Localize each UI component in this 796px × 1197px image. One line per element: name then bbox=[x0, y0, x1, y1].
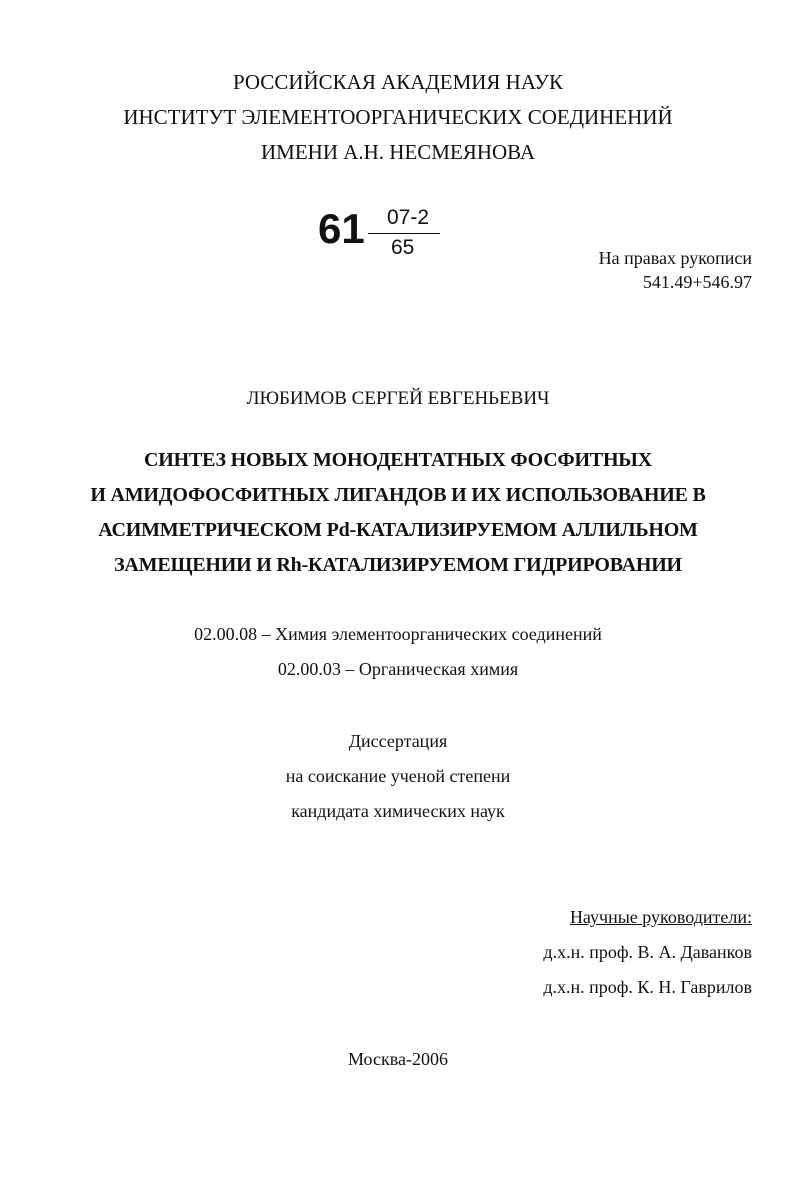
degree-line: на соискание ученой степени bbox=[285, 766, 511, 786]
stamp-main: 61 bbox=[318, 205, 365, 252]
udc-code: 541.49+546.97 bbox=[642, 272, 752, 292]
city-year: Москва-2006 bbox=[348, 1049, 448, 1069]
title-line: И АМИДОФОСФИТНЫХ ЛИГАНДОВ И ИХ ИСПОЛЬЗОВАНИЕ В bbox=[90, 484, 706, 506]
header-line: ИНСТИТУТ ЭЛЕМЕНТООРГАНИЧЕСКИХ СОЕДИНЕНИЙ bbox=[123, 105, 673, 129]
header-line: ИМЕНИ А.Н. НЕСМЕЯНОВА bbox=[260, 140, 535, 164]
supervisor-name: д.х.н. проф. В. А. Даванков bbox=[543, 942, 752, 962]
supervisor-name: д.х.н. проф. К. Н. Гаврилов bbox=[543, 977, 752, 997]
stamp-denominator: 65 bbox=[391, 236, 415, 259]
library-stamp-code bbox=[318, 205, 448, 264]
stamp-fraction-bar bbox=[368, 233, 440, 234]
rights-label: На правах рукописи bbox=[598, 248, 752, 268]
supervisors-label: Научные руководители: bbox=[569, 907, 752, 927]
specialty: 02.00.03 – Органическая химия bbox=[277, 659, 519, 679]
stamp-numerator: 07-2 bbox=[387, 206, 430, 229]
title-line: АСИММЕТРИЧЕСКОМ Pd-КАТАЛИЗИРУЕМОМ АЛЛИЛЬНОМ bbox=[98, 519, 698, 541]
title-line: СИНТЕЗ НОВЫХ МОНОДЕНТАТНЫХ ФОСФИТНЫХ bbox=[144, 449, 652, 471]
author-name: ЛЮБИМОВ СЕРГЕЙ ЕВГЕНЬЕВИЧ bbox=[246, 388, 550, 409]
specialty: 02.00.08 – Химия элементоорганических соединений bbox=[194, 624, 602, 644]
degree-line: кандидата химических наук bbox=[291, 801, 505, 821]
header-line: РОССИЙСКАЯ АКАДЕМИЯ НАУК bbox=[232, 70, 564, 94]
degree-line: Диссертация bbox=[348, 731, 448, 751]
title-line: ЗАМЕЩЕНИИ И Rh-КАТАЛИЗИРУЕМОМ ГИДРИРОВАНИИ bbox=[114, 554, 682, 576]
